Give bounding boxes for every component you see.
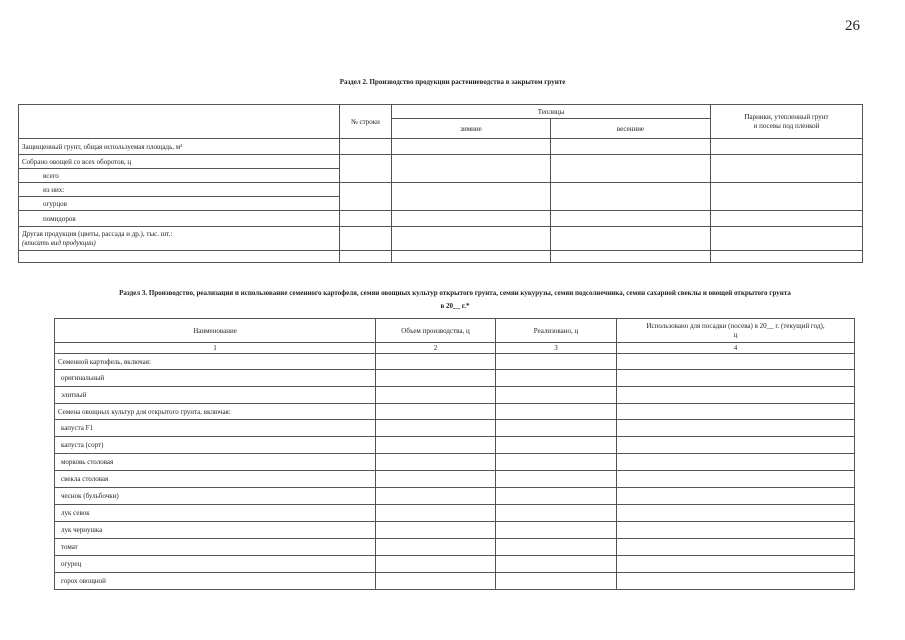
row-label-onion-seed: лук севок xyxy=(55,505,376,522)
section3-title xyxy=(20,287,890,313)
table-row xyxy=(55,454,855,471)
row-label-carrot: морковь столовая xyxy=(55,454,376,471)
row-label-cucumber: огурец xyxy=(55,556,376,573)
header-greenhouses: Теплицы xyxy=(392,105,711,119)
header-spring: весенние xyxy=(551,119,711,139)
header-hotbeds-line2: и посевы под пленкой xyxy=(753,121,820,130)
table-row xyxy=(19,183,863,197)
row-label-cabbage-sort: капуста (сорт) xyxy=(55,437,376,454)
header-blank xyxy=(19,105,340,139)
section2-title: Раздел 2. Производство продукции растениеводства в закрытом грунте xyxy=(339,78,566,86)
table-row xyxy=(19,155,863,169)
table-row xyxy=(55,387,855,404)
section2-table xyxy=(18,104,863,263)
row-label-other xyxy=(19,227,340,251)
row-label-garlic: чеснок (бульбочки) xyxy=(55,488,376,505)
table-row xyxy=(19,139,863,155)
col-number-1: 1 xyxy=(55,343,376,354)
section3-title-line2: в 20__ г.* xyxy=(440,302,470,310)
header-volume: Объем производства, ц xyxy=(376,319,496,343)
header-hotbeds-line1: Парники, утепленный грунт xyxy=(744,112,829,121)
table-row xyxy=(55,556,855,573)
header-used-line2: ц xyxy=(733,330,738,339)
row-label-veg-seeds: Семена овощных культур для открытого грунта, включая: xyxy=(55,404,376,420)
table-row xyxy=(55,420,855,437)
row-label-onion-black: лук чернушка xyxy=(55,522,376,539)
table-row xyxy=(19,227,863,251)
header-used-line1: Использовано для посадки (посева) в 20__ г. (текущий год), xyxy=(646,321,825,330)
col-number-2: 2 xyxy=(376,343,496,354)
row-label-of-them: из них: xyxy=(19,183,340,197)
row-label-collected: Собрано овощей со всех оборотов, ц xyxy=(19,155,340,169)
table-row xyxy=(19,211,863,227)
table-row xyxy=(55,354,855,370)
table-row xyxy=(55,370,855,387)
table-row xyxy=(55,505,855,522)
table-row xyxy=(55,488,855,505)
table-row xyxy=(55,522,855,539)
table-row xyxy=(55,573,855,590)
row-label-elite: элитный xyxy=(55,387,376,404)
row-label-area: Защищенный грунт, общая используемая площадь, м² xyxy=(19,139,340,155)
section3-title-line1: Раздел 3. Производство, реализация и использование семенного картофеля, семян овощных культур открытого грунта, семян кукурузы, семян подсолнечника, семян сахарной свеклы и овощей открытого грунта xyxy=(119,289,791,297)
col-number-4: 4 xyxy=(617,343,855,354)
row-label-cabbage-f1: капуста F1 xyxy=(55,420,376,437)
page-number: 26 xyxy=(845,18,860,34)
row-label-other-line2: (вписать вид продукции) xyxy=(22,238,96,247)
table-row xyxy=(55,471,855,488)
header-hotbeds xyxy=(711,105,863,139)
row-label-pea: горох овощной xyxy=(55,573,376,590)
row-label-beet: свекла столовая xyxy=(55,471,376,488)
row-label-cucumbers: огурцов xyxy=(19,197,340,211)
section3-table xyxy=(54,318,855,590)
row-label-seed-potato: Семенной картофель, включая: xyxy=(55,354,376,370)
table-row xyxy=(19,251,863,263)
header-sold: Реализовано, ц xyxy=(496,319,617,343)
row-label-original: оригинальный xyxy=(55,370,376,387)
header-used xyxy=(617,319,855,343)
table-row xyxy=(55,343,855,354)
table-row xyxy=(55,437,855,454)
header-row-no: № строки xyxy=(340,105,392,139)
row-label-other-line1: Другая продукция (цветы, рассада и др.), тыс. шт.: xyxy=(22,229,173,238)
table-row xyxy=(55,319,855,343)
col-number-3: 3 xyxy=(496,343,617,354)
header-winter: зимние xyxy=(392,119,551,139)
table-row xyxy=(55,404,855,420)
row-label-total: всего xyxy=(19,169,340,183)
row-label-tomato: томат xyxy=(55,539,376,556)
row-label-tomatoes: помидоров xyxy=(19,211,340,227)
table-row xyxy=(55,539,855,556)
table-row xyxy=(19,105,863,119)
header-name: Наименование xyxy=(55,319,376,343)
